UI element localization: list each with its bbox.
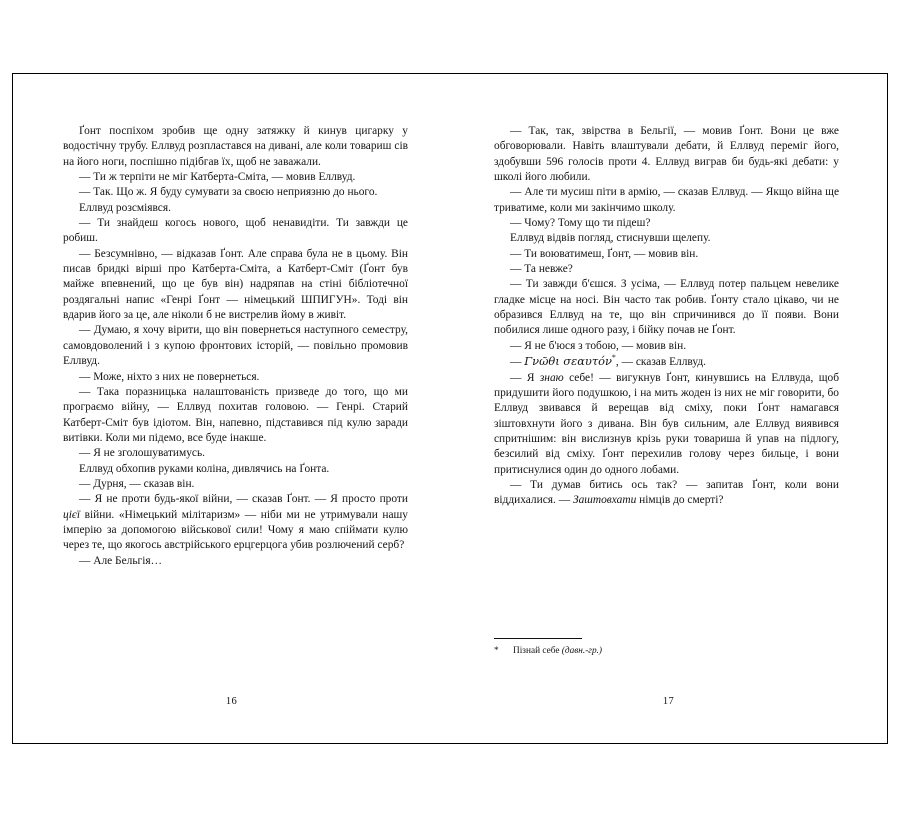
paragraph-know (494, 371, 839, 478)
know-italic: знаю (539, 371, 564, 384)
paragraph: — Я не зголошуватимусь. (79, 447, 206, 460)
paragraph: — Ти знайдеш когось нового, щоб ненавидіти. Ти завжди це робиш. (63, 217, 408, 245)
folio-left: 16 (225, 696, 238, 707)
folio-right: 17 (662, 696, 675, 707)
paragraph: Еллвуд відвів погляд, стиснувши щелепу. (510, 232, 711, 245)
paragraph: — Так. Що ж. Я буду сумувати за своєю неприязню до нього. (79, 186, 378, 199)
page-right-body (494, 124, 839, 509)
shove-after: німців до смерті? (636, 494, 724, 507)
paragraph: — Я не б'юся з тобою, — мовив він. (510, 339, 687, 352)
paragraph: — Дурня, — сказав він. (79, 477, 195, 490)
paragraph: — Ти завжди б'єшся. З усіма, — Еллвуд потер пальцем невелике гладке місце на носі. Він часто так робив. Ґонту стало цікаво, чи не образився Еллвуд на те, що він спричинився до її появи. Вони побилися лише одного разу, і бійку почав не Ґонт. (494, 278, 839, 337)
know-before: — Я (510, 371, 540, 384)
paragraph: — Але Бельгія… (79, 554, 162, 567)
paragraph: — Ти ж терпіти не міг Катберта-Сміта, — мовив Еллвуд. (79, 171, 356, 184)
footnote-italic: (давн.-гр.) (561, 646, 603, 656)
book-page-spread (12, 73, 888, 744)
paragraph-militarism: — Я не проти будь-якої війни, — сказав Ґонт. — Я просто проти цієї війни. «Німецький мілітаризм» — ніби ми не утримували нашу імперію за допомогою військової сили! Чому я маю спіймати кулю через те, що якогось австрійського ерцгерцога убив розлючений серб? (63, 493, 408, 552)
paragraph: Еллвуд розсміявся. (79, 201, 171, 214)
page-right (450, 74, 887, 743)
paragraph: Ґонт поспіхом зробив ще одну затяжку й кинув цигарку у водостічну трубу. Еллвуд розпластався на дивані, але коли товариш сів на його ноги, поспішно підібгав їх, щоб не заважали. (63, 125, 408, 168)
paragraph: — Чому? Тому що ти підеш? (510, 217, 651, 230)
paragraph: — Може, ніхто з них не повернеться. (79, 370, 260, 383)
paragraph (63, 492, 408, 553)
paragraph: — Думаю, я хочу вірити, що він повернеться наступного семестру, самовдоволений і з купою фронтових історій, — повільно промовив Еллвуд. (63, 324, 408, 368)
know-after: себе! — вигукнув Ґонт, кинувшись на Еллвуда, щоб придушити його подушкою, і на мить жоден із них не міг говорити, бо Еллвуд звивався й верещав від сміху, поки Ґонт намагався зіштовхнути його з дивана. Він був сильним, але Еллвуд виявився спритнішим: він вислизнув крізь руки товариша й упав на підлогу, безсилий від сміху. Ґонт перехилив голову через бильце, і вони притиснулися один до одного лобами. (494, 371, 840, 476)
footnote (494, 645, 839, 657)
footnote-zone (494, 638, 839, 657)
paragraph: — Та невже? (510, 263, 573, 276)
dialogue-dash: — (510, 356, 525, 369)
paragraph: — Ти воюватимеш, Ґонт, — мовив він. (510, 247, 699, 260)
militarism-italic: цієї (63, 508, 80, 521)
paragraph-greek (494, 354, 839, 370)
footnote-mark: * (494, 646, 499, 656)
paragraph-shove (494, 478, 839, 509)
page-left (13, 74, 450, 743)
paragraph: — Але ти мусиш піти в армію, — сказав Еллвуд. — Якщо війна ще триватиме, коли ми закінчимо школу. (494, 186, 839, 214)
greek-phrase: Γνῶθι σεαυτόν (524, 354, 612, 369)
paragraph: — Така поразницька налаштованість призведе до того, що ми програємо війну, — Еллвуд похитав головою. — Генрі. Старий Катберт-Сміт був ідіотом. Він, напевно, підставився під кулю заради витівки. Коли ми підемо, все буде інакше. (63, 385, 408, 444)
footnote-plain: Пізнай себе (513, 646, 562, 656)
paragraph: — Безсумнівно, — відказав Ґонт. Але справа була не в цьому. Він писав бридкі вірші про Катберта-Сміта, а Катберт-Сміт (Ґонт був майже впевнений, що це був він) надряпав на стіні бібліотечної роздягальні напис «Генрі Ґонт — німецький ШПИГУН». Тоді він вдарив його за це, але ніколи б не вистрелив йому в живіт. (63, 247, 408, 322)
footnote-separator-rule (494, 638, 582, 639)
paragraph: Еллвуд обхопив руками коліна, дивлячись на Ґонта. (79, 462, 330, 475)
page-left-body (63, 124, 408, 569)
greek-line-after: , — сказав Еллвуд. (615, 356, 707, 369)
footnote-body (513, 645, 602, 657)
shove-before: — Ти думав битись ось так? — запитав Ґонт, коли вони віддихалися. — (494, 478, 839, 507)
footnote-marker: * (611, 353, 616, 363)
paragraph: — Так, так, звірства в Бельгії, — мовив Ґонт. Вони це вже обговорювали. Навіть влаштували дебати, й Еллвуд переміг його, здобувши 596 голосів проти 4. Еллвуд виграв би будь-які дебати: у школі його любили. (494, 125, 839, 184)
shove-italic: Заштовхати (572, 494, 637, 507)
